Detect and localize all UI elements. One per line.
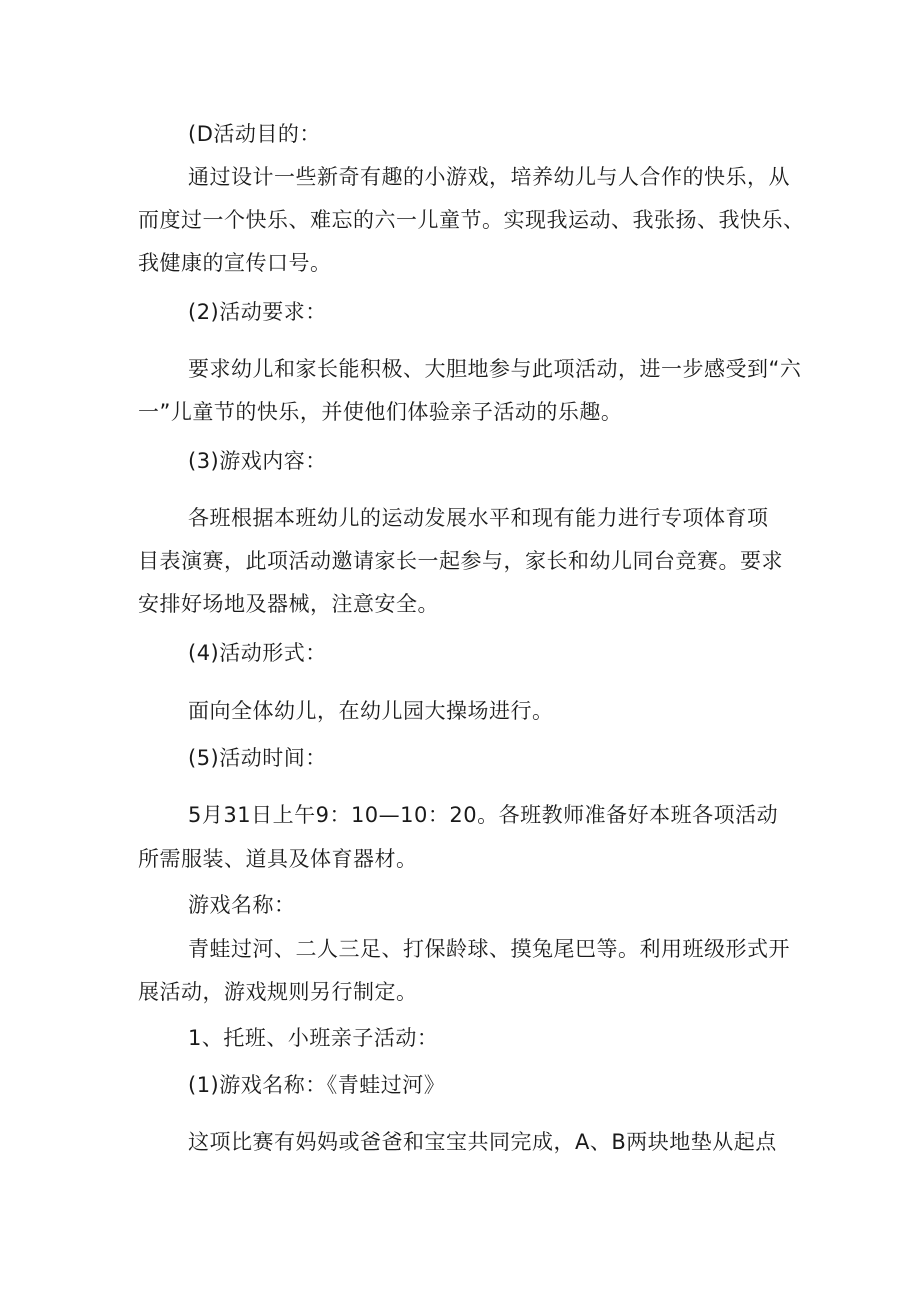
paragraph-line: 我健康的宣传口号。 — [138, 251, 332, 275]
paragraph-line: 面向全体幼儿，在幼儿园大操场进行。 — [188, 699, 554, 723]
paragraph-line: 要求幼儿和家长能积极、大胆地参与此项活动，进一步感受到“六 — [188, 357, 802, 381]
paragraph-line: 目表演赛，此项活动邀请家长一起参与，家长和幼儿同台竞赛。要求 — [138, 549, 783, 573]
paragraph-line: 一”儿童节的快乐，并使他们体验亲子活动的乐趣。 — [138, 400, 623, 424]
paragraph-line: 5月31日上午9：10—10：20。各班教师准备好本班各项活动 — [188, 803, 779, 827]
section-heading-purpose: (D活动目的： — [188, 122, 321, 146]
section-heading-requirements: (2)活动要求： — [188, 300, 327, 324]
section-heading-format: (4)活动形式： — [188, 641, 327, 665]
paragraph-line: 青蛙过河、二人三足、打保龄球、摸兔尾巴等。利用班级形式开 — [188, 937, 790, 961]
paragraph-line: 各班根据本班幼儿的运动发展水平和现有能力进行专项体育项 — [188, 506, 769, 530]
section-heading-time: (5)活动时间： — [188, 746, 327, 770]
paragraph-line: 所需服装、道具及体育器材。 — [138, 847, 418, 871]
paragraph-line: 安排好场地及器械，注意安全。 — [138, 592, 439, 616]
section-heading-frog-game: (1)游戏名称：《青蛙过河》 — [188, 1073, 446, 1097]
paragraph-line: 通过设计一些新奇有趣的小游戏，培养幼儿与人合作的快乐，从 — [188, 165, 790, 189]
section-heading-game-names: 游戏名称： — [188, 893, 296, 917]
section-heading-content: (3)游戏内容： — [188, 449, 327, 473]
paragraph-line: 这项比赛有妈妈或爸爸和宝宝共同完成，A、B两块地垫从起点 — [188, 1130, 777, 1154]
paragraph-line: 而度过一个快乐、难忘的六一儿童节。实现我运动、我张扬、我快乐、 — [138, 208, 805, 232]
section-heading-toddler-activities: 1、托班、小班亲子活动： — [188, 1026, 439, 1050]
paragraph-line: 展活动，游戏规则另行制定。 — [138, 980, 418, 1004]
